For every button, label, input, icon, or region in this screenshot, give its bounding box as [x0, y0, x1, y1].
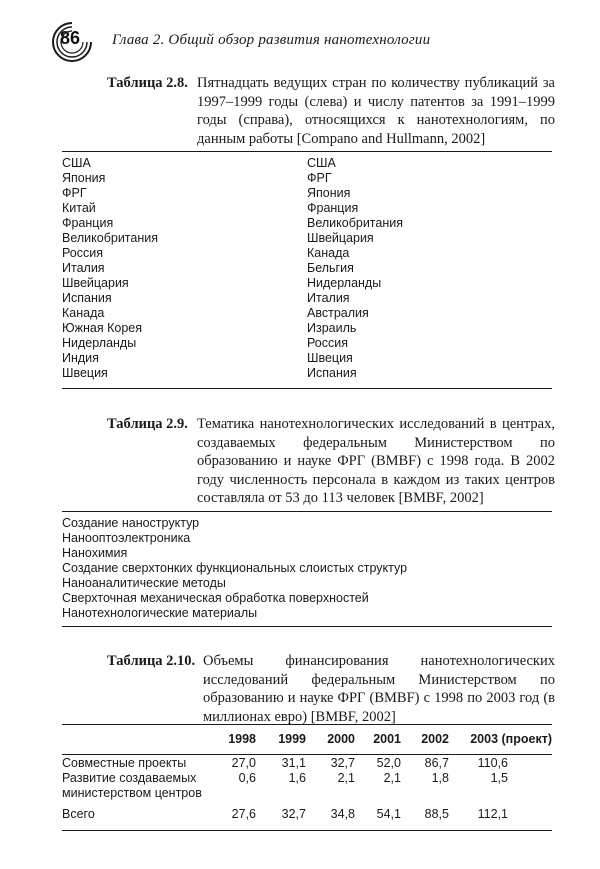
country-list-item: Испания [62, 291, 112, 305]
country-list-item: Израиль [307, 321, 357, 335]
table-cell: 110,6 [477, 756, 508, 770]
table-cell: 1,6 [288, 771, 306, 785]
table-row [62, 801, 552, 822]
year-header: 2003 (проект) [470, 732, 552, 746]
row-label: Совместные проекты [62, 756, 187, 770]
table-2-9-caption-text: Тематика нанотехнологических исследований в центрах, создаваемых федеральным Министерством по образованию и науке ФРГ (BMBF) с 1998 года. В 2002 году численность персонала в каждом из таких центров составляла от 53 до 113 человек [BMBF, 2002] [197, 416, 555, 506]
table-cell: 112,1 [477, 807, 508, 821]
table-cell: 27,6 [231, 807, 256, 821]
country-list-item: Великобритания [307, 216, 403, 230]
table-2-10-top-rule [62, 724, 552, 725]
country-list-item: Испания [307, 366, 357, 380]
research-topic-item: Сверхточная механическая обработка поверхностей [62, 591, 369, 605]
research-topic-item: Нанотехнологические материалы [62, 606, 258, 620]
country-list-item: Канада [62, 306, 105, 320]
country-list-item: Бельгия [307, 261, 354, 275]
country-list-item: Китай [62, 201, 96, 215]
country-list-item: Нидерланды [62, 336, 137, 350]
table-cell: 1,8 [431, 771, 449, 785]
table-row [62, 786, 552, 801]
country-list-item: США [62, 156, 91, 170]
table-2-8-caption [107, 74, 555, 150]
country-list-item: Швеция [307, 351, 353, 365]
table-2-8-caption-text: Пятнадцать ведущих стран по количеству публикаций за 1997–1999 годы (слева) и числу патентов за 1991–1999 годы (справа), относящихся к нанотехнологиям, по данным работы [Compano and Hullmann, 2002] [197, 75, 555, 147]
table-row [62, 771, 552, 786]
table-2-10-caption-text: Объемы финансирования нанотехнологических исследований федеральным Министерством по образованию и науке ФРГ (BMBF) с 1998 по 2003 год (в миллионах евро) [BMBF, 2002] [203, 653, 555, 725]
research-topic-item: Создание наноструктур [62, 516, 200, 530]
table-2-9-topics-list [62, 516, 407, 621]
country-list-item: Япония [62, 171, 106, 185]
table-cell: 86,7 [424, 756, 449, 770]
country-list-item: Канада [307, 246, 350, 260]
table-cell: 32,7 [330, 756, 355, 770]
running-head: Глава 2. Общий обзор развития нанотехнологии [112, 32, 431, 48]
table-2-10-caption [107, 652, 555, 725]
year-header: 2002 [421, 732, 449, 746]
table-2-10-funding-table [62, 728, 552, 822]
year-header: 2000 [327, 732, 355, 746]
country-list-item: Нидерланды [307, 276, 382, 290]
table-2-9-label: Таблица 2.9. [107, 416, 188, 432]
research-topic-item: Нанооптоэлектроника [62, 531, 191, 545]
row-label: министерством центров [62, 786, 202, 800]
table-cell: 88,5 [424, 807, 449, 821]
country-list-item: Южная Корея [62, 321, 142, 335]
table-cell [306, 786, 355, 801]
table-2-10-header-row [62, 728, 552, 750]
table-cell [256, 786, 306, 801]
table-cell: 54,1 [376, 807, 401, 821]
table-2-8-patents-list [307, 156, 403, 381]
country-list-item: Франция [62, 216, 114, 230]
table-cell: 1,5 [490, 771, 508, 785]
table-2-8-top-rule [62, 151, 552, 152]
table-2-8-publications-list [62, 156, 158, 381]
table-cell: 34,8 [330, 807, 355, 821]
page-number: 86 [60, 28, 81, 48]
country-list-item: Австралия [307, 306, 369, 320]
table-2-9-caption [107, 415, 555, 510]
table-2-8-label: Таблица 2.8. [107, 75, 188, 91]
table-cell [449, 786, 552, 801]
table-cell [355, 786, 401, 801]
research-topic-item: Создание сверхтонких функциональных слоистых структур [62, 561, 408, 575]
table-cell: 52,0 [376, 756, 401, 770]
table-cell [401, 786, 449, 801]
table-2-10-bottom-rule [62, 830, 552, 831]
table-cell: 31,1 [281, 756, 306, 770]
table-cell: 2,1 [383, 771, 401, 785]
year-header: 1998 [228, 732, 256, 746]
table-2-10-header-rule [62, 754, 552, 755]
country-list-item: Япония [307, 186, 351, 200]
year-header: 1999 [278, 732, 306, 746]
country-list-item: Россия [62, 246, 103, 260]
row-label: Всего [62, 807, 95, 821]
country-list-item: США [307, 156, 336, 170]
research-topic-item: Нанохимия [62, 546, 128, 560]
country-list-item: Великобритания [62, 231, 158, 245]
table-cell [214, 786, 256, 801]
table-cell: 32,7 [281, 807, 306, 821]
country-list-item: Италия [307, 291, 350, 305]
country-list-item: Россия [307, 336, 348, 350]
table-cell: 27,0 [231, 756, 256, 770]
country-list-item: ФРГ [62, 186, 87, 200]
year-header: 2001 [373, 732, 401, 746]
country-list-item: Швейцария [62, 276, 129, 290]
research-topic-item: Наноаналитические методы [62, 576, 226, 590]
country-list-item: Швейцария [307, 231, 374, 245]
country-list-item: ФРГ [307, 171, 332, 185]
row-label: Развитие создаваемых [62, 771, 197, 785]
table-2-9-bottom-rule [62, 626, 552, 627]
table-2-10-label: Таблица 2.10. [107, 653, 196, 669]
table-cell: 0,6 [238, 771, 256, 785]
table-cell: 2,1 [337, 771, 355, 785]
country-list-item: Франция [307, 201, 359, 215]
table-2-9-top-rule [62, 511, 552, 512]
country-list-item: Швеция [62, 366, 108, 380]
table-2-8-bottom-rule [62, 388, 552, 389]
country-list-item: Индия [62, 351, 99, 365]
country-list-item: Италия [62, 261, 105, 275]
